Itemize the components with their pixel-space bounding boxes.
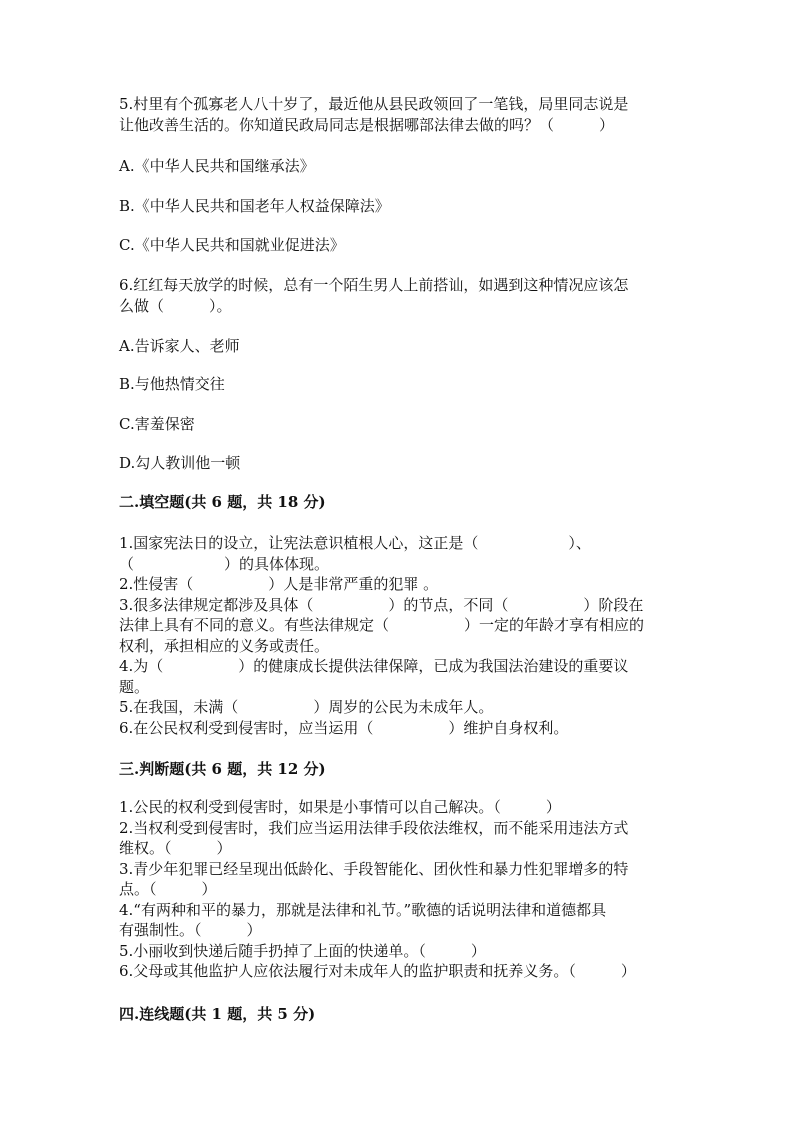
question-5: [119, 94, 675, 135]
question-6-option-d: D.勾人教训他一顿: [119, 454, 241, 472]
section-2-line: 1.国家宪法日的设立，让宪法意识植根人心，这正是（ ）、: [119, 534, 591, 552]
section-2-line: 题。: [119, 677, 150, 696]
section-3-line: 4.“有两种和平的暴力，那就是法律和礼节。”歌德的话说明法律和道德都具: [119, 900, 607, 919]
section-3-line: 3.青少年犯罪已经呈现出低龄化、手段智能化、团伙性和暴力性犯罪增多的特: [119, 859, 629, 878]
question-6-line-1: 6.红红每天放学的时候，总有一个陌生男人上前搭讪，如遇到这种情况应该怎: [119, 276, 629, 294]
section-2-line: 4.为（ ）的健康成长提供法律保障，已成为我国法治建设的重要议: [119, 657, 629, 675]
question-5-line-1: 5.村里有个孤寡老人八十岁了，最近他从县民政领回了一笔钱，局里同志说是: [119, 95, 629, 113]
question-6-option-c: C.害羞保密: [119, 415, 195, 433]
section-2-title: 二.填空题(共 6 题，共 18 分): [119, 493, 326, 511]
section-4-title: 四.连线题(共 1 题，共 5 分): [119, 1005, 316, 1023]
section-3-line: 点。（ ）: [119, 880, 217, 898]
question-6: [119, 275, 675, 316]
section-2-line: （ ）的具体体现。: [119, 554, 330, 573]
section-3-line: 2.当权利受到侵害时，我们应当运用法律手段依法维权，而不能采用违法方式: [119, 818, 629, 837]
section-2-line: 法律上具有不同的意义。有些法律规定（ ）一定的年龄才享有相应的: [119, 616, 645, 634]
section-3-title: 三.判断题(共 6 题，共 12 分): [119, 760, 326, 778]
question-5-option-b: B.《中华人民共和国老年人权益保障法》: [119, 197, 390, 215]
section-3-line: 6.父母或其他监护人应依法履行对未成年人的监护职责和抚养义务。（ ）: [119, 962, 636, 980]
question-6-option-b: B.与他热情交往: [119, 375, 225, 393]
question-6-line-2: 么做（ ）。: [119, 296, 232, 315]
section-3-line: 5.小丽收到快递后随手扔掉了上面的快递单。（ ）: [119, 941, 486, 960]
section-3-line: 1.公民的权利受到侵害时，如果是小事情可以自己解决。（ ）: [119, 798, 561, 816]
section-3-body: [119, 797, 675, 982]
section-2-line: 2.性侵害（ ）人是非常严重的犯罪 。: [119, 575, 439, 593]
section-3-line: 有强制性。（ ）: [119, 921, 262, 939]
section-3-line: 维权。（ ）: [119, 839, 232, 857]
section-2-line: 6.在公民权利受到侵害时，应当运用（ ）维护自身权利。: [119, 718, 569, 737]
section-2-line: 3.很多法律规定都涉及具体（ ）的节点，不同（ ）阶段在: [119, 595, 644, 614]
question-5-line-2: 让他改善生活的。你知道民政局同志是根据哪部法律去做的吗？（ ）: [119, 115, 615, 134]
question-6-option-a: A.告诉家人、老师: [119, 337, 240, 355]
question-5-option-a: A.《中华人民共和国继承法》: [119, 157, 315, 175]
section-2-line: 权利，承担相应的义务或责任。: [119, 636, 330, 655]
section-2-line: 5.在我国，未满（ ）周岁的公民为未成年人。: [119, 698, 494, 716]
section-2-body: [119, 533, 675, 738]
question-5-option-c: C.《中华人民共和国就业促进法》: [119, 236, 345, 254]
